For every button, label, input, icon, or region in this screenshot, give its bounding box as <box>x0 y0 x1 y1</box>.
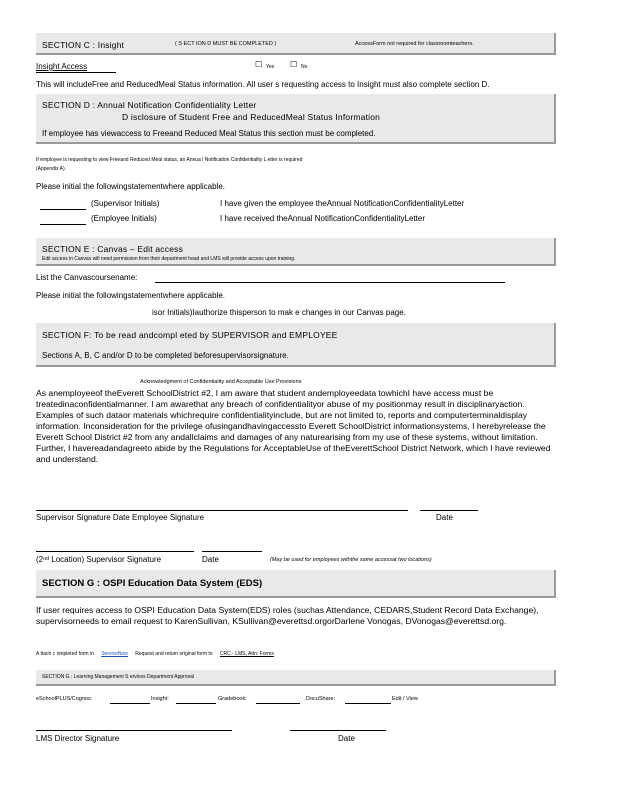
second-location-note: (May be used for employees withthe same accessat two locations) <box>270 557 432 563</box>
section-e-initial-prompt: Please initial the followingstatementwhere applicable. <box>36 291 225 300</box>
confidentiality-paragraph: As anemployeeof theEverett SchoolDistrict #2, I am aware that student andemployeedata towhichI have access must be treatedinaconfidentialmanner. I am awarethat any breach of confidentialityor abuse of my positionmay result in disciplinaryaction. Examples of such dataor materials whichrequire confidentialityinclude, but are not limited to, reports and computerterminaldisplay information. Inconsideration for the privilege ofusingandhavingaccessto Everett SchoolDistrict informationsystems, I herebyrelease the Everett School District #2 from any andallclaims and damages of any naturearising from my use of these systems, without limitation. Further, I havereadandagreeto abide by the Regulations for AcceptableUse of theEverettSchool District Network, which I have reviewed and understand. <box>36 388 551 464</box>
insight-access-underline <box>36 72 116 73</box>
attach-instructions <box>36 651 274 657</box>
section-d-title-1: SECTION D : Annual Notification Confidentiality Letter <box>42 100 257 110</box>
insight-access-label: Insight Access <box>36 62 88 71</box>
yes-label: Yes <box>266 64 275 70</box>
servicenow-link[interactable]: ServiceNow <box>101 651 128 657</box>
eschool-line[interactable] <box>110 703 150 704</box>
section-c-title: SECTION C : Insight <box>42 40 125 50</box>
employee-initials-line[interactable] <box>40 224 86 225</box>
section-g-paragraph: If user requires access to OSPI Education Data System(EDS) roles (suchas Attendance, CEDARS,Student Record Data Exchange), supervisorneeds to email request to KarenSullivan, KSullivan@everettsd.orgorDarlene Vonogas, DVonogas@everettsd.org. <box>36 605 539 626</box>
attach-pre: A ttach c ompleted form in <box>36 651 94 657</box>
docushare-line[interactable] <box>345 703 391 704</box>
docushare-label: DocuShare: <box>306 696 336 702</box>
eschool-label: eSchoolPLUS/Cognos: <box>36 696 93 702</box>
insight-info: This will includeFree and ReducedMeal Status information. All user s requesting access to Insight must also complete section D. <box>36 80 490 89</box>
section-d-requirement-1: If employee is requesting to view Freeand Reduced Meal status, an Annua l Notification Confidentiality L etter is required <box>36 157 303 163</box>
employee-date-label: Date <box>436 513 453 522</box>
employee-statement: I have received theAnnual NotificationConfidentialityLetter <box>220 214 426 223</box>
section-d-body: If employee has viewaccess to Freeand Reduced Meal Status this section must be completed. <box>42 129 376 138</box>
gradebook-label: Gradebook: <box>218 696 247 702</box>
section-e-title: SECTION E : Canvas – Edit access <box>42 244 184 254</box>
employee-initials-label: (Employee Initials) <box>91 214 157 223</box>
yes-checkbox[interactable]: ☐ <box>255 60 263 69</box>
attach-post: Request and return original form to <box>135 651 213 657</box>
gradebook-line[interactable] <box>256 703 300 704</box>
supervisor-initials-label: (Supervisor Initials) <box>91 199 160 208</box>
section-c-must: ( S ECT ION D MUST BE COMPLETED ) <box>175 41 277 47</box>
section-f-title: SECTION F: To be read andcompl eted by SUPERVISOR and EMPLOYEE <box>42 330 338 340</box>
edit-view-label: Edit / View <box>392 696 418 702</box>
section-d-initial-prompt: Please initial the followingstatementwhere applicable. <box>36 182 225 191</box>
attach-code: CRC - LMS, Attn: Forms <box>219 651 274 657</box>
second-location-date: Date <box>202 555 219 564</box>
canvas-authorize-text: isor Initials)Iauthorize thisperson to mak e changes in our Canvas page. <box>152 308 406 317</box>
section-d-requirement-2: (Appendix A). <box>36 166 67 172</box>
supervisor-statement: I have given the employee theAnnual NotificationConfidentialityLetter <box>220 199 465 208</box>
lms-signature-line[interactable] <box>36 730 232 731</box>
supervisor-signature-line[interactable] <box>36 510 408 511</box>
section-g-sub-title: SECTION G : Learning Management S ervices Department Approval <box>42 674 195 680</box>
insight-approval-label: Insight: <box>151 696 169 702</box>
signature-labels: Supervisor Signature Date Employee Signature <box>36 513 205 522</box>
no-checkbox[interactable]: ☐ <box>290 60 298 69</box>
section-f-body: Sections A, B, C and/or D to be completed beforesupervisorsignature. <box>42 351 289 360</box>
canvas-course-line[interactable] <box>155 282 505 283</box>
no-label: No <box>301 64 308 70</box>
acknowledgment-title: Acknowledgment of Confidentiality and Acceptable Use Provisions <box>140 379 302 385</box>
section-g-title: SECTION G : OSPI Education Data System (EDS) <box>42 578 263 589</box>
section-d-title-2: D isclosure of Student Free and ReducedMeal Status Information <box>122 112 381 122</box>
lms-signature-label: LMS Director Signature <box>36 734 120 743</box>
insight-approval-line[interactable] <box>176 703 216 704</box>
section-e-sub: Edit access in Canvas will need permission from their department head and LMS will provide access upon training. <box>42 256 296 262</box>
canvas-course-label: List the Canvascoursename: <box>36 273 138 282</box>
second-location-date-line[interactable] <box>202 551 262 552</box>
section-c-note: AccessForm not required for classroomteachers. <box>355 41 474 47</box>
lms-date-label: Date <box>338 734 355 743</box>
employee-date-line[interactable] <box>420 510 478 511</box>
supervisor-initials-line[interactable] <box>40 209 86 210</box>
lms-date-line[interactable] <box>290 730 386 731</box>
second-location-signature-line[interactable] <box>36 551 194 552</box>
second-location-label: (2ⁿᵈ Location) Supervisor Signature <box>36 555 162 564</box>
